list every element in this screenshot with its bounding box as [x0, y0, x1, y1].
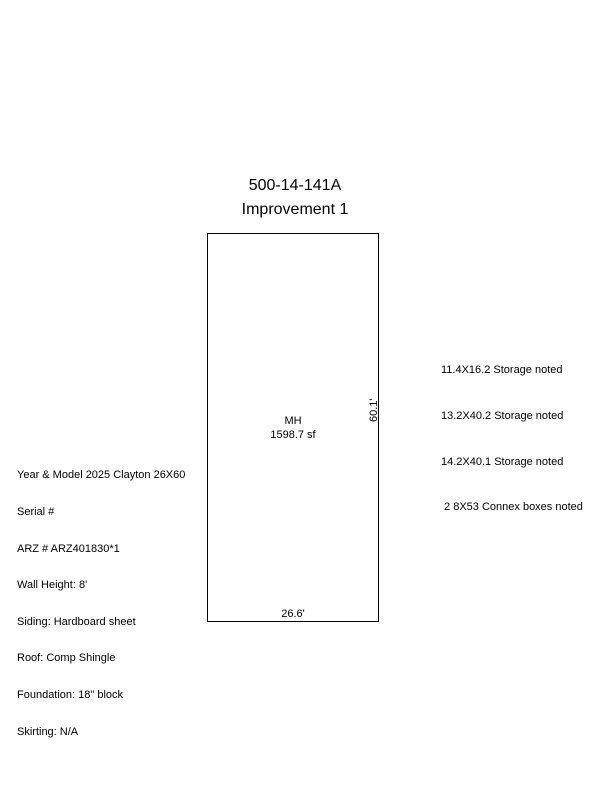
- height-dimension: 60.1': [368, 398, 380, 422]
- detail-roof: Roof: Comp Shingle: [17, 652, 116, 665]
- detail-foundation: Foundation: 18" block: [17, 689, 124, 702]
- detail-year-model: Year & Model 2025 Clayton 26X60: [17, 469, 186, 482]
- mobile-home-footprint: [207, 233, 379, 622]
- detail-serial: Serial #: [17, 506, 55, 519]
- detail-wall-height: Wall Height: 8': [17, 579, 88, 592]
- detail-arz: ARZ # ARZ401830*1: [17, 542, 120, 555]
- note-line: 2 8X53 Connex boxes noted: [441, 501, 583, 514]
- structure-label: MH: [284, 415, 302, 427]
- home-details: [17, 445, 185, 750]
- detail-siding: Siding: Hardboard sheet: [17, 615, 136, 628]
- width-dimension: 26.6': [281, 608, 305, 620]
- detail-skirting: Skirting: N/A: [17, 725, 79, 738]
- parcel-id-title: 500-14-141A: [248, 177, 342, 194]
- improvement-title: Improvement 1: [241, 201, 349, 218]
- area-value: 1598.7 sf: [270, 429, 316, 441]
- note-line: 13.2X40.2 Storage noted: [441, 410, 564, 423]
- note-line: 14.2X40.1 Storage noted: [441, 455, 564, 468]
- note-line: 11.4X16.2 Storage noted: [441, 364, 563, 377]
- storage-notes: [441, 333, 583, 531]
- area-label: [208, 414, 378, 442]
